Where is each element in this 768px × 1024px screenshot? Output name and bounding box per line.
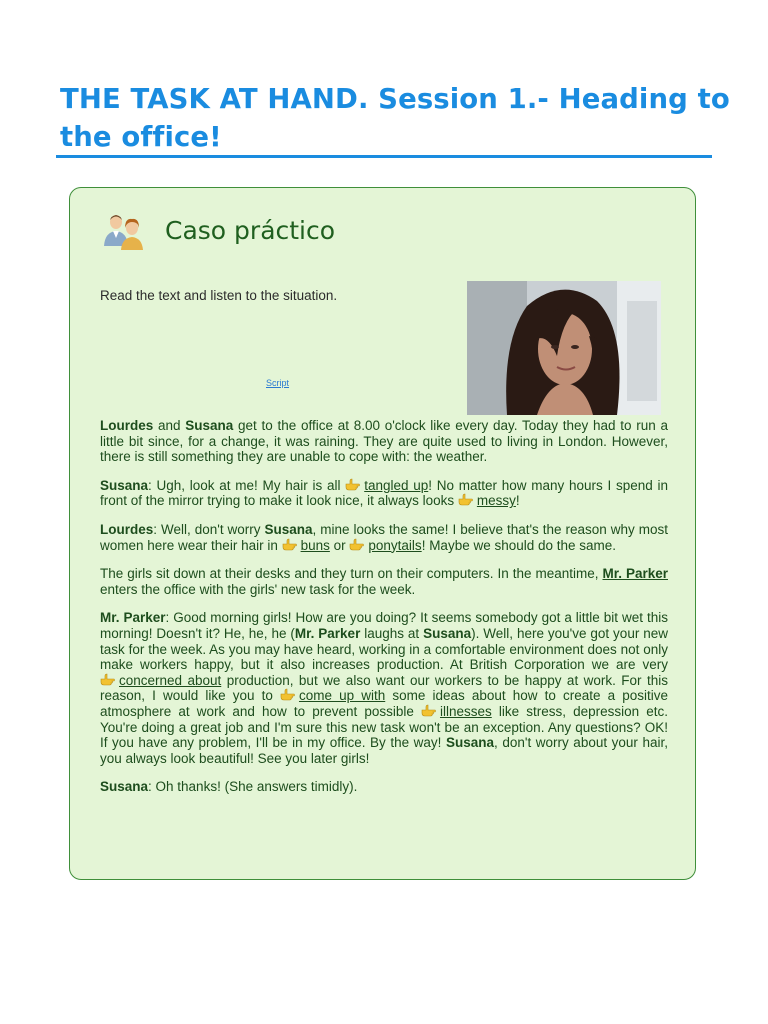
glossary-link-tangled-up[interactable]: tangled up — [345, 478, 428, 493]
script-link[interactable]: Script — [266, 378, 290, 388]
story-paragraph-6: Susana: Oh thanks! (She answers timidly). — [100, 779, 358, 795]
glossary-link-messy[interactable]: messy — [458, 493, 516, 508]
case-title: Caso práctico — [165, 216, 336, 245]
users-icon — [101, 212, 149, 252]
pointing-hand-icon — [421, 704, 437, 717]
glossary-link-come-up-with[interactable]: come up with — [280, 688, 385, 703]
glossary-link-illnesses[interactable]: illnesses — [421, 704, 492, 719]
speaker-mr-parker: Mr. Parker — [100, 610, 166, 626]
pointing-hand-icon — [458, 493, 474, 506]
woman-portrait-photo — [467, 281, 661, 415]
intro-text: Read the text and listen to the situation. — [100, 288, 338, 303]
name-susana: Susana — [264, 521, 313, 537]
pointing-hand-icon — [349, 538, 365, 551]
story-paragraph-1: Lourdes and Susana get to the office at 8.00 o'clock like every day. Today they had to run a little bit since, for a change, it was raining. They are quite used to living in London. However, there is still something they are unable to cope with: the weather. — [100, 418, 668, 465]
story-paragraph-4: The girls sit down at their desks and they turn on their computers. In the meantime, Mr. Parker enters the office with the girls' new task for the week. — [100, 566, 668, 597]
title-divider — [56, 155, 712, 158]
pointing-hand-icon — [345, 478, 361, 491]
speaker-lourdes: Lourdes — [100, 521, 154, 537]
pointing-hand-icon — [280, 688, 296, 701]
pointing-hand-icon — [100, 673, 116, 686]
case-study-panel — [69, 187, 696, 880]
story-paragraph-5: Mr. Parker: Good morning girls! How are you doing? It seems somebody got a little bit wet this morning! Doesn't it? He, he, he (Mr. Parker laughs at Susana). Well, here you've got your new task for the week. As you may have heard, working in a comfortable environment does not only make workers happy, but it also increases production. At British Corporation we are very concerned about production, but we also want our workers to be happy at work. For this reason, I would like you to come up with some ideas about how to create a positive atmosphere at work and how to prevent possible illnesses like stress, depression etc. You're doing a great job and I'm sure this new task won't be an exception. Any questions? OK! If you have any problem, I'll be in my office. By the way! Susana, don't worry about your hair, you always look beautiful! See you later girls! — [100, 610, 668, 766]
glossary-link-ponytails[interactable]: ponytails — [349, 538, 421, 553]
name-lourdes: Lourdes — [100, 418, 154, 433]
glossary-link-buns[interactable]: buns — [282, 538, 330, 553]
speaker-susana: Susana — [100, 779, 149, 795]
name-susana: Susana — [185, 418, 234, 433]
pointing-hand-icon — [282, 538, 298, 551]
story-paragraph-2: Susana: Ugh, look at me! My hair is all tangled up! No matter how many hours I spend in front of the mirror trying to make it look nice, it always looks messy! — [100, 477, 668, 509]
name-mr-parker: Mr. Parker — [294, 625, 361, 641]
name-susana: Susana — [446, 735, 495, 751]
page-title: THE TASK AT HAND. Session 1.- Heading to the office! — [60, 83, 730, 153]
story-paragraph-3: Lourdes: Well, don't worry Susana, mine looks the same! I believe that's the reason why most women here wear their hair in buns or ponytails! Maybe we should do the same. — [100, 521, 668, 553]
story-text — [100, 418, 668, 808]
name-mr-parker: Mr. Parker — [602, 566, 668, 582]
glossary-link-concerned-about[interactable]: concerned about — [100, 673, 221, 688]
name-susana: Susana — [423, 625, 472, 641]
speaker-susana: Susana — [100, 477, 149, 493]
